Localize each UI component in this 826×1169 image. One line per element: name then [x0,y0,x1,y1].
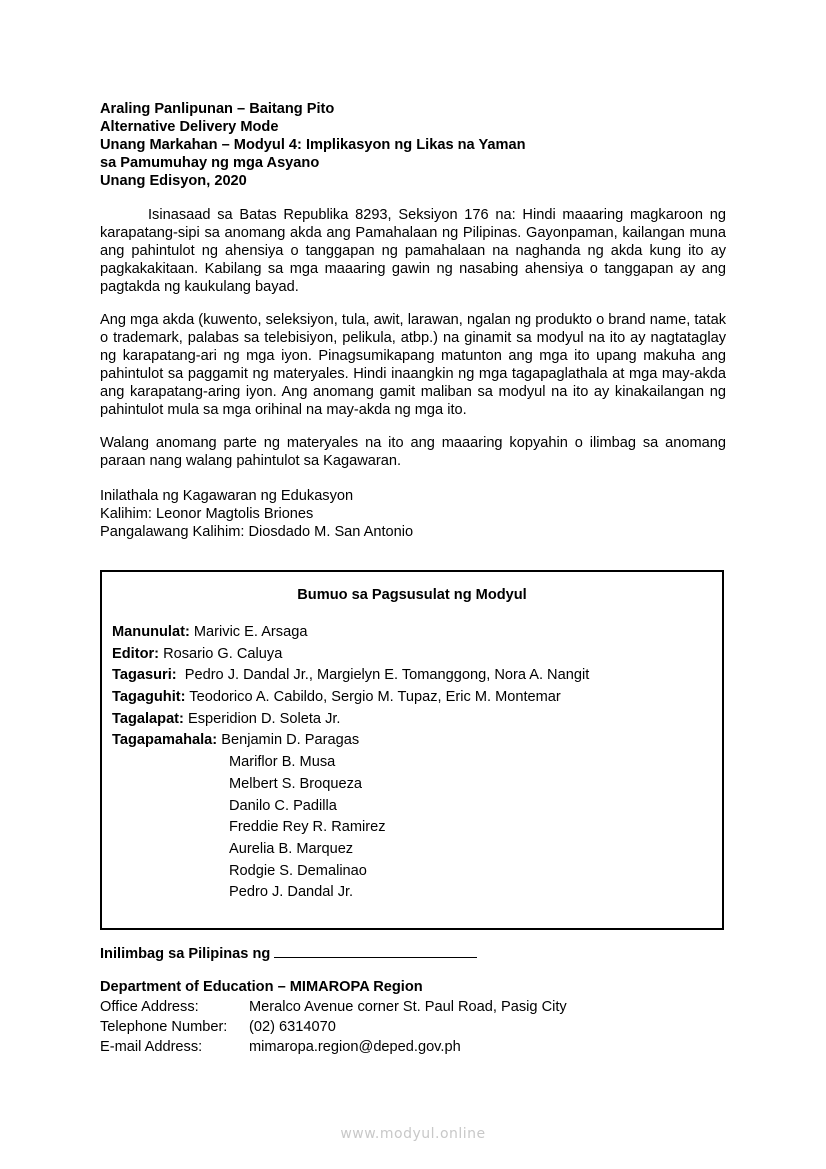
credits-title: Bumuo sa Pagsusulat ng Modyul [297,587,527,603]
credit-value: Esperidion D. Soleta Jr. [187,710,341,727]
contact-value: mimaropa.region@deped.gov.ph [249,1039,461,1055]
manager-name: Freddie Rey R. Ramirez [229,819,386,836]
credit-row-illustrators [112,687,589,709]
subject-grade: Araling Panlipunan – Baitang Pito [100,101,335,117]
credit-value: Benjamin D. Paragas [221,732,360,749]
manager-name: Aurelia B. Marquez [229,840,354,857]
credit-value: Marivic E. Arsaga [193,624,308,640]
email-row [100,1037,567,1057]
contact-key: E-mail Address: [100,1039,203,1055]
management-list [229,752,589,904]
credit-label: Manunulat: [112,624,190,640]
contact-value: (02) 6314070 [249,1019,336,1035]
credits-box [100,570,724,930]
contact-value: Meralco Avenue corner St. Paul Road, Pasig City [249,999,567,1015]
contact-key: Office Address: [100,999,199,1015]
publisher: Inilathala ng Kagawaran ng Edukasyon [100,488,354,504]
manager-name: Melbert S. Broqueza [229,775,363,792]
watermark: www.modyul.online [340,1126,486,1142]
module-title-line-1: Unang Markahan – Modyul 4: Implikasyon ng Likas na Yaman [100,137,526,153]
copyright-page [100,100,726,1055]
credit-label: Tagalapat: [112,710,184,727]
printer-blank-line [274,943,477,958]
credit-row-layout [112,709,589,731]
office-address-row [100,997,567,1017]
edition: Unang Edisyon, 2020 [100,173,247,189]
reproduction-notice-paragraph: Walang anomang parte ng materyales na ito ang maaaring kopyahin o ilimbag sa anomang paraan nang walang pahintulot sa Kagawaran. [100,435,726,469]
credit-value: Pedro J. Dandal Jr., Margielyn E. Tomanggong, Nora A. Nangit [180,667,590,684]
deped-contact-block [100,977,567,1057]
manager-name: Mariflor B. Musa [229,754,336,771]
manager-name: Pedro J. Dandal Jr. [229,884,354,901]
printed-label: Inilimbag sa Pilipinas ng [100,946,271,962]
credit-row-reviewers [112,665,589,687]
credit-label: Editor: [112,645,160,662]
contact-key: Telephone Number: [100,1019,228,1035]
credit-value: Teodorico A. Cabildo, Sergio M. Tupaz, Eric M. Montemar [189,689,561,706]
printed-in-line [100,943,477,962]
copyright-materials-paragraph: Ang mga akda (kuwento, seleksiyon, tula, awit, larawan, ngalan ng produkto o brand name, tatak o trademark, palabas sa telebisiyon, pelikula, atbp.) na ginamit sa modyul na ito ay nagtataglay ng karapatang-ari ng mga iyon. Pinagsumikapang matunton ang mga ito upang makuha ang pahintulot sa paggamit ng materyales. Hindi inaangkin ng mga tagapaglathala at mga may-akda ang karapatang-aring iyon. Ang anomang gamit maliban sa modyul na ito ay kinakailangan ng pahintulot mula sa mga orihinal na may-akda ng mga ito. [100,312,726,418]
credit-label: Tagasuri: [112,667,177,684]
module-title-block [100,100,726,190]
module-title-line-2: sa Pamumuhay ng mga Asyano [100,155,320,171]
credit-row-management [112,730,589,752]
publisher-info [100,487,413,541]
manager-name: Rodgie S. Demalinao [229,862,367,879]
deped-heading: Department of Education – MIMAROPA Region [100,979,423,995]
manager-name: Danilo C. Padilla [229,797,337,814]
undersecretary: Pangalawang Kalihim: Diosdado M. San Antonio [100,524,414,540]
credit-value: Rosario G. Caluya [163,645,283,662]
credit-row-editor [112,644,589,666]
secretary: Kalihim: Leonor Magtolis Briones [100,506,314,522]
telephone-row [100,1017,567,1037]
credit-label: Tagapamahala: [112,732,218,749]
copyright-notice-paragraph: Isinasaad sa Batas Republika 8293, Seksiyon 176 na: Hindi maaaring magkaroon ng karapatang-sipi sa anomang akda ang Pamahalaan ng Pilipinas. Gayonpaman, kailangan muna ang pahintulot ng ahensiya o tanggapan ng pamahalaan na naghanda ng akda kung ito ay pagkakakitaan. Kabilang sa mga maaaring gawin ng nasabing ahensiya o tanggapan ay ang pagtakda ng kaukulang bayad. [100,207,726,295]
credit-row-writer [112,622,589,644]
delivery-mode: Alternative Delivery Mode [100,119,279,135]
credit-label: Tagaguhit: [112,689,186,706]
